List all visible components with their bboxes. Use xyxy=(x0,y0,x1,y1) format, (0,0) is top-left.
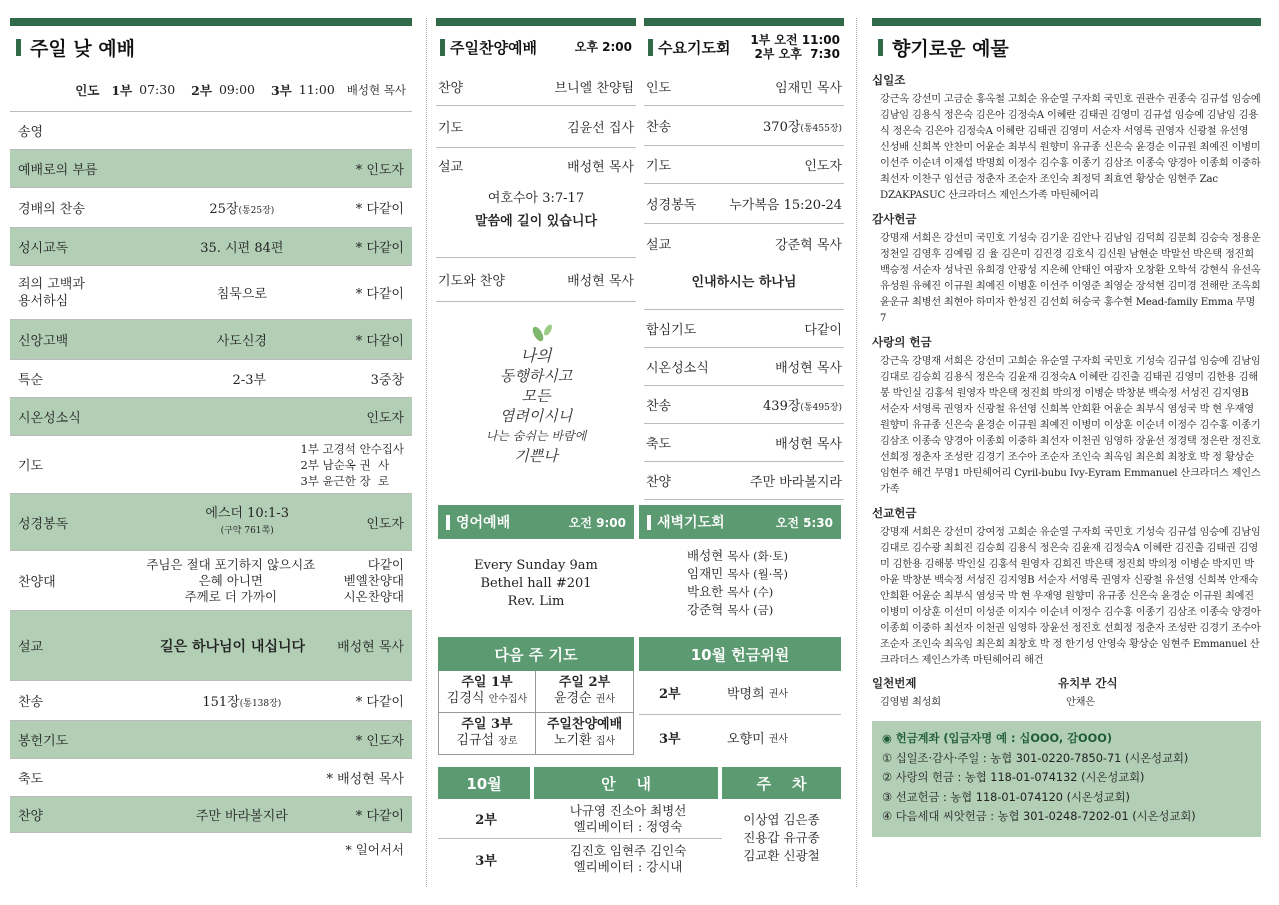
order-label: 찬송 xyxy=(646,120,672,135)
hymn-number xyxy=(763,116,842,135)
box-header xyxy=(438,637,634,671)
hymn-new: 439장 xyxy=(763,399,801,414)
group-names: 강근옥 강명재 서희은 강선미 고희순 유순열 구자희 국민호 기성숙 김규섭 임승예 김남임 김대로 김승희 김용식 정은숙 김윤재 김정숙A 이혜란 김진출 김태권 김영미 김한용 김해봉 박인실 김홍석 원영자 박은택 정진희 박의정 이병순 박창분 백숙정 서성진 김지영B 서순자 서영록 권영자 신광철 유선영 신희복 안희환 어윤순 최부식 염성국 박 현 우재영 원향미 유규종 신은숙 윤경순 이규원 최예진 이병미 이상훈 이순녀 이정수 김수홍 이종기 김삼조 이종숙 양경아 이종희 이중하 최선자 이천권 임영하 장윤선 정경택 정은란 정진호 선희정 정춘자 조성란 김경기 조수아 조순자 조인숙 최옥임 최은희 최창호 박 정 황상순 임현주 해건 무명1 마틴헤어리 Cyril-bubu Ivy-Eyram Emmanuel 산크라더스 제인스가족 xyxy=(880,356,1261,495)
hymn-new: 370장 xyxy=(763,120,801,135)
section-title: 주일 낮 예배 xyxy=(30,37,135,60)
group-names: 강근옥 강선미 고금순 홍옥철 고희순 유순열 구자희 국민호 권관수 권종숙 김규섭 임승예 김남임 김용식 정은숙 김은아 김정숙A 이혜란 김태권 김영미 김규섭 임승예 김남임 김용식 정은숙 김은아 김정숙A 이혜란 김태권 김영미 서순자 서영록 권영자 신광철 유선영 신성배 신희복 안찬미 어윤순 최부식 원향미 유규종 신은숙 윤경순 이규원 최예진 이병미 이선주 이순녀 이재섭 박명희 이정수 김수홍 이종기 김삼조 이종숙 양경아 이종희 이중하 최선자 이찬구 임선금 정춘자 조순자 조인숙 최정덕 최효연 황상순 임현주 Zac DZAKPASUC 산크라더스 제인스가족 마틴헤어리 xyxy=(880,94,1261,201)
order-leader: * 다같이 xyxy=(355,287,404,302)
order-label: 찬양 xyxy=(438,81,464,96)
order-row xyxy=(644,462,844,500)
order-row xyxy=(10,266,412,320)
order-label: 찬송 xyxy=(646,399,672,414)
service-schedule xyxy=(10,68,412,112)
order-label: 경배의 찬송 xyxy=(18,202,85,217)
order-label: 찬양대 xyxy=(18,575,56,590)
group-title: 사랑의 헌금 xyxy=(872,335,932,349)
section-top-bar xyxy=(436,18,636,26)
offering-committee-box xyxy=(639,637,841,761)
order-row xyxy=(10,759,412,797)
choir-name: 시온찬양대 xyxy=(343,588,404,604)
order-content: 2-3부 xyxy=(232,373,267,388)
group-title: 선교헌금 xyxy=(872,506,917,520)
order-label: 축도 xyxy=(18,772,44,787)
offerings-section xyxy=(872,18,1261,837)
order-content: 35. 시편 84편 xyxy=(200,241,284,256)
box-header xyxy=(639,505,841,539)
choir-song: 주님은 절대 포기하지 않으시죠 xyxy=(146,556,316,572)
prayer-cell xyxy=(439,671,536,713)
order-leader: 인도자 xyxy=(804,159,842,174)
order-label: 성경봉독 xyxy=(18,516,69,532)
guide-part: 3부 xyxy=(475,853,497,869)
leader-schedule: 목사 (수) xyxy=(727,585,774,599)
prayer-name: 고경석 xyxy=(322,441,356,456)
section-header xyxy=(872,26,1261,68)
order-leader: * 다같이 xyxy=(355,241,404,256)
header-mark xyxy=(648,39,653,56)
account-line: ① 십일조·감사·주일 : 농협 301-0220-7850-71 (시온성교회) xyxy=(882,751,1189,765)
leader-schedule: 목사 (금) xyxy=(727,603,774,617)
leader-line xyxy=(687,583,841,601)
schedule-part3: 3부 xyxy=(270,82,292,98)
info-line: Every Sunday 9am xyxy=(474,558,598,573)
scripture-ref: 여호수아 3:7-17 xyxy=(487,191,585,206)
order-leader: 배성현 목사 xyxy=(775,361,842,376)
hymn-old-number: (통25장) xyxy=(238,206,275,216)
box-title: 다음 주 기도 xyxy=(494,645,578,664)
header-mark xyxy=(440,39,445,56)
order-row xyxy=(10,494,412,551)
section-top-bar xyxy=(644,18,844,26)
leaf-icon xyxy=(528,322,558,344)
guide-line: 엘리베이터 : 정영숙 xyxy=(573,818,683,834)
calligraphy-line: 모든 xyxy=(521,387,551,405)
guide-header-row xyxy=(438,767,841,799)
prayer-role: 안수집사 xyxy=(359,441,404,456)
standing-footnote: * 일어서서 xyxy=(345,842,404,857)
order-label: 찬양 xyxy=(18,809,44,824)
prayer-role: 권 사 xyxy=(359,457,390,472)
committee-row xyxy=(639,715,841,759)
order-label: 예배로의 부름 xyxy=(18,163,98,178)
box-time: 오전 5:30 xyxy=(775,515,833,530)
order-row xyxy=(10,320,412,360)
calligraphy-line: 염려이시니 xyxy=(499,407,573,425)
order-label: 기도 xyxy=(438,121,464,136)
schedule-time3: 11:00 xyxy=(298,82,335,97)
order-label: 기도 xyxy=(646,159,672,174)
guide-names xyxy=(534,803,722,835)
choir-song: 주께로 더 가까이 xyxy=(184,588,278,604)
order-content xyxy=(128,198,356,217)
hymn-old: (통455장) xyxy=(800,124,842,134)
order-label: 시온성소식 xyxy=(646,361,709,376)
section-top-bar xyxy=(10,18,412,26)
schedule-part2: 2부 xyxy=(191,82,212,98)
cell-name: 윤경순 xyxy=(553,691,592,706)
order-row xyxy=(644,424,844,462)
prayer-cell xyxy=(536,713,633,754)
order-label: 송영 xyxy=(18,125,44,140)
section-title: 주일찬양예배 xyxy=(450,38,537,57)
cell-role: 장로 xyxy=(498,736,518,747)
box-header xyxy=(438,505,634,539)
parking-name: 이상엽 김은종 xyxy=(743,812,820,827)
section-time: 오후 2:00 xyxy=(574,40,632,54)
order-leader: 강준혁 목사 xyxy=(775,238,842,253)
parking-name: 진용갑 유규종 xyxy=(743,830,820,845)
order-row xyxy=(10,228,412,266)
sunday-service-section xyxy=(10,18,412,858)
choir-names xyxy=(344,557,404,605)
order-leader: 다같이 xyxy=(804,323,842,338)
order-content: 침묵으로 xyxy=(216,287,267,302)
prayer-line xyxy=(300,457,404,473)
order-row xyxy=(436,258,636,302)
cell-role: 집사 xyxy=(595,736,616,747)
order-row xyxy=(644,348,844,386)
order-leader: 김윤선 집사 xyxy=(567,121,634,136)
order-label: 설교 xyxy=(438,160,464,175)
order-row xyxy=(644,310,844,348)
account-title: ◉ 헌금계좌 (입금자명 예 : 십OOO, 감OOO) xyxy=(882,732,1113,745)
kinder-names: 안채은 xyxy=(1066,697,1095,708)
group-title: 감사헌금 xyxy=(872,212,917,226)
order-row xyxy=(436,106,636,148)
prayer-part: 1부 xyxy=(300,441,319,456)
order-label: 합심기도 xyxy=(646,323,697,338)
header-mark xyxy=(16,39,21,56)
order-row xyxy=(10,436,412,494)
cell-head: 주일 3부 xyxy=(461,717,513,732)
order-label: 찬송 xyxy=(18,695,44,710)
committee-role: 권사 xyxy=(768,733,789,745)
order-content: 주만 바라볼지라 xyxy=(195,809,288,824)
order-leader: 배성현 목사 xyxy=(567,274,634,289)
english-service-box xyxy=(438,505,634,627)
order-leader: 브니엘 찬양팀 xyxy=(554,81,634,96)
guide-row xyxy=(438,839,722,879)
order-leader: * 다같이 xyxy=(355,202,404,217)
guide-title: 안 내 xyxy=(534,767,718,799)
leader-schedule: 목사 (월·목) xyxy=(727,567,788,581)
dawn-leaders xyxy=(639,539,841,619)
schedule-time1: 07:30 xyxy=(139,82,176,97)
prayer-cell xyxy=(536,671,633,713)
calligraphy-line: 나는 숨쉬는 바람에 xyxy=(485,429,587,443)
leader-line xyxy=(687,547,841,565)
committee-row xyxy=(639,671,841,715)
guide-row xyxy=(438,799,722,839)
next-week-prayer-box xyxy=(438,637,634,761)
choir-name: 다같이 xyxy=(367,556,404,572)
cell-name: 김경식 xyxy=(446,691,485,706)
order-leader: 인도자 xyxy=(366,516,404,532)
sermon-title: 인내하시는 하나님 xyxy=(691,275,797,290)
offering-group xyxy=(872,505,1261,669)
header-mark xyxy=(446,515,450,530)
leader-name: 박요한 xyxy=(687,584,724,599)
account-line: ③ 선교헌금 : 농협 118-01-074120 (시온성교회) xyxy=(882,790,1130,804)
duty-label: 일천번제 xyxy=(872,676,917,690)
calligraphy-line: 나의 xyxy=(520,346,552,365)
time-part2: 2부 오후 7:30 xyxy=(754,47,840,61)
order-leader: * 배성현 목사 xyxy=(326,772,404,787)
order-row xyxy=(10,611,412,681)
order-leader: 주만 바라볼지라 xyxy=(749,475,842,490)
section-top-bar xyxy=(872,18,1261,26)
parking-name: 김교환 신광철 xyxy=(743,848,820,863)
section-times xyxy=(750,33,840,61)
box-title: 10월 헌금위원 xyxy=(690,645,790,664)
section-header xyxy=(436,26,636,68)
praise-service-section xyxy=(436,18,636,488)
header-mark xyxy=(647,515,651,530)
order-row xyxy=(644,68,844,106)
header-mark xyxy=(878,39,883,56)
group-title: 십일조 xyxy=(872,73,906,87)
scripture-ref: 에스더 10:1-3 xyxy=(205,505,289,521)
leader-name: 배성현 xyxy=(687,548,724,563)
order-leader: * 인도자 xyxy=(355,734,404,749)
box-header xyxy=(639,637,841,671)
order-row xyxy=(644,146,844,184)
guide-parking-box xyxy=(438,767,841,882)
order-leader: * 인도자 xyxy=(355,163,404,178)
order-row xyxy=(644,106,844,146)
order-label: 기도와 찬양 xyxy=(438,274,505,289)
order-leader: 배성현 목사 xyxy=(775,437,842,452)
prayer-grid xyxy=(438,671,634,755)
order-leader: 배성현 목사 xyxy=(567,160,634,175)
section-header xyxy=(10,26,412,68)
order-leader: 임재민 목사 xyxy=(775,81,842,96)
schedule-part1: 1부 xyxy=(111,82,133,98)
column-divider xyxy=(856,18,857,887)
guide-line: 나규영 진소아 최병선 xyxy=(569,802,687,818)
leader-name: 임재민 xyxy=(687,566,724,581)
sermon-title: 말씀에 길이 있습니다 xyxy=(474,214,598,229)
order-row xyxy=(10,681,412,721)
cell-head: 주일찬양예배 xyxy=(546,717,623,732)
calligraphy-illustration xyxy=(436,302,636,488)
english-info xyxy=(438,539,634,611)
hymn-old: (통495장) xyxy=(800,403,842,413)
account-line: ② 사랑의 헌금 : 농협 118-01-074132 (시온성교회) xyxy=(882,771,1145,784)
cell-name: 김규섭 xyxy=(456,733,495,748)
prayer-name: 남순옥 xyxy=(322,457,356,472)
prayer-cell xyxy=(439,713,536,754)
calligraphy-line: 기쁜나 xyxy=(514,447,558,465)
prayer-part: 3부 xyxy=(300,473,319,488)
parking-names xyxy=(722,799,841,879)
duty-row xyxy=(872,675,1261,711)
order-row xyxy=(436,68,636,106)
scripture-page: (구약 761쪽) xyxy=(220,525,274,536)
prayer-list xyxy=(300,441,404,489)
section-title: 수요기도회 xyxy=(658,38,731,57)
box-title: 영어예배 xyxy=(456,515,511,531)
info-line: Rev. Lim xyxy=(507,594,565,609)
duty-names: 김영범 최성희 xyxy=(880,697,941,708)
hymn-number xyxy=(763,395,842,414)
order-label xyxy=(18,276,128,310)
cell-name: 노기환 xyxy=(553,733,592,748)
guide-line: 김진호 임현주 김인숙 xyxy=(569,843,687,858)
order-row xyxy=(644,386,844,424)
order-leader: 배성현 목사 xyxy=(337,640,404,655)
schedule-time2: 09:00 xyxy=(218,82,255,97)
order-label: 인도 xyxy=(646,81,672,96)
order-content: 사도신경 xyxy=(216,334,267,349)
committee-part: 2부 xyxy=(659,687,681,702)
cell-role: 권사 xyxy=(595,694,616,705)
hymn-number: 151장 xyxy=(202,695,240,710)
order-leader: 인도자 xyxy=(366,411,404,426)
dawn-prayer-box xyxy=(639,505,841,627)
wednesday-service-section xyxy=(644,18,844,500)
box-time: 오전 9:00 xyxy=(568,515,626,530)
column-divider xyxy=(426,18,427,887)
guide-month: 10월 xyxy=(438,767,530,799)
group-names: 강명재 서희은 강선미 국민호 기성숙 김기운 김안나 김남임 김덕희 김문희 김승숙 정용운 정천일 김영후 김예림 김 율 김은미 김진경 김호식 김신원 남현순 박말선 박은택 정진희 백승정 서순자 성낙권 유희경 안광성 지은혜 안태인 여광자 오창환 오학석 강현식 유선옥 유성원 유혜진 이규원 최예진 이병훈 이선주 이영준 최영순 장석현 김미경 전해란 조옥희 윤운규 최병선 최현아 하미자 한성진 김선희 허승국 홍수현 Mead-family Emma 무명7 xyxy=(880,233,1261,324)
order-row xyxy=(10,188,412,228)
leader-name: 강준혁 xyxy=(687,602,724,617)
schedule-lead-label: 인도 xyxy=(75,82,100,98)
hymn-number: 25장 xyxy=(209,202,239,217)
guide-names xyxy=(534,843,722,875)
calligraphy-line: 동행하시고 xyxy=(499,367,573,385)
leader-line xyxy=(687,565,841,583)
order-row xyxy=(644,184,844,224)
order-label-line1: 죄의 고백과 xyxy=(18,276,85,292)
choir-songs xyxy=(118,557,344,605)
group-names: 강명재 서희은 강선미 강여정 고희순 유순열 구자희 국민호 기성숙 김규섭 임승예 김남임 김대로 김수광 최희진 김승희 김용식 정은숙 김윤재 김정숙A 이혜란 김진출 김태권 김영미 김한용 김해봉 박인실 김홍석 원영자 김희진 박은택 정진희 박의정 이병순 박지민 박아윤 박창분 백숙정 서성진 김지영B 서순자 서영록 권영자 신광철 유선영 신희복 안재숙 안희환 어윤순 최부식 염성국 박 현 우재영 원향미 유규종 신은숙 윤경순 이규원 최예진 이병미 이상훈 이선미 이성준 이지수 이순녀 이정수 김수홍 이종기 김삼조 이종숙 양경아 이종희 이중하 최선자 이천권 임영하 장윤선 정진호 선희정 정춘자 조성란 김경기 조수아 조순자 조인숙 최옥임 최은희 최창호 박 정 한기성 안영숙 황상순 임현주 Emmanuel 산크라더스 제인스가족 마틴헤어리 해건 xyxy=(880,527,1261,666)
schedule-minister: 배성현 목사 xyxy=(346,82,406,97)
order-label: 시온성소식 xyxy=(18,411,81,426)
leader-line xyxy=(687,601,841,619)
committee-part: 3부 xyxy=(659,731,681,747)
guide-line: 엘리베이터 : 강시내 xyxy=(573,859,683,874)
hymn-old-number: (통138장) xyxy=(239,699,282,709)
prayer-role: 장 로 xyxy=(359,473,390,488)
order-label: 설교 xyxy=(646,238,672,253)
prayer-line xyxy=(300,441,404,457)
order-row xyxy=(10,150,412,188)
section-header xyxy=(644,26,844,68)
order-row xyxy=(10,721,412,759)
prayer-line xyxy=(300,473,404,489)
order-content xyxy=(128,506,366,539)
order-leader: 3중창 xyxy=(370,373,404,388)
offering-group xyxy=(872,72,1261,204)
info-line: Bethel hall #201 xyxy=(480,576,592,591)
sermon-block xyxy=(436,148,636,258)
time-part1: 1부 오전 11:00 xyxy=(750,33,840,47)
leader-schedule: 목사 (화·토) xyxy=(727,549,788,563)
order-row xyxy=(10,112,412,150)
order-label: 성경봉독 xyxy=(646,198,697,213)
order-content xyxy=(128,691,356,710)
cell-role: 안수집사 xyxy=(488,694,528,705)
committee-role: 권사 xyxy=(768,689,789,700)
order-row xyxy=(10,551,412,611)
order-label-line2: 용서하심 xyxy=(18,293,69,309)
sermon-title: 길은 하나님이 내십니다 xyxy=(160,638,306,655)
order-row xyxy=(10,797,412,833)
account-box xyxy=(872,721,1261,837)
offering-group xyxy=(872,334,1261,498)
committee-name: 박명희 xyxy=(727,687,765,702)
offering-group xyxy=(872,211,1261,327)
scripture-ref: 누가복음 15:20-24 xyxy=(729,198,842,213)
order-label: 축도 xyxy=(646,437,672,452)
order-leader: * 다같이 xyxy=(355,809,404,824)
order-label: 신앙고백 xyxy=(18,334,69,349)
box-title: 새벽기도회 xyxy=(657,515,725,531)
kinder-label: 유치부 간식 xyxy=(1058,676,1118,690)
guide-part: 2부 xyxy=(475,813,497,828)
order-label: 설교 xyxy=(18,640,44,655)
account-line: ④ 다음세대 씨앗헌금 : 농협 301-0248-7202-01 (시온성교회) xyxy=(882,810,1196,823)
prayer-name: 윤근한 xyxy=(322,473,356,488)
order-label: 특순 xyxy=(18,373,44,388)
order-label: 봉헌기도 xyxy=(18,734,69,749)
order-leader: * 다같이 xyxy=(355,695,404,710)
choir-song: 은혜 아니면 xyxy=(198,572,263,588)
order-leader: * 다같이 xyxy=(355,334,404,349)
choir-name: 벧엘찬양대 xyxy=(343,572,404,588)
order-label: 기도 xyxy=(18,459,44,474)
order-row xyxy=(10,398,412,436)
order-label: 찬양 xyxy=(646,475,672,490)
cell-head: 주일 1부 xyxy=(461,675,513,690)
committee-name: 오향미 xyxy=(727,731,765,747)
order-row xyxy=(10,360,412,398)
prayer-part: 2부 xyxy=(300,457,319,472)
section-title: 향기로운 예물 xyxy=(892,37,1009,60)
sermon-block xyxy=(644,224,844,310)
parking-title: 주 차 xyxy=(722,767,841,799)
cell-head: 주일 2부 xyxy=(558,675,611,690)
order-label: 성시교독 xyxy=(18,241,69,256)
